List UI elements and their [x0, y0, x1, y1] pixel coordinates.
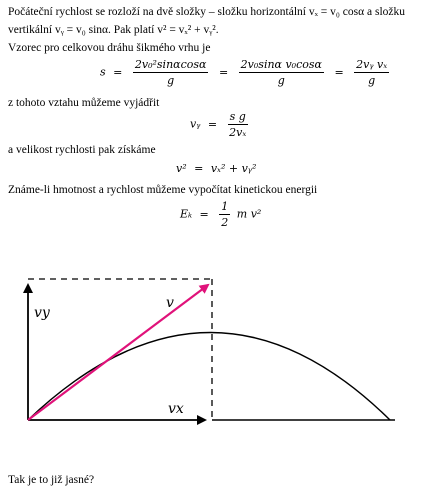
express-text: z tohoto vztahu můžeme vyjádřit: [8, 97, 160, 109]
intro-line-2: vertikální vᵧ = v₀ sinα. Pak platí v² = vₓ² + vᵧ².: [8, 24, 219, 36]
energy-fraction-den: 2: [221, 216, 229, 229]
range-term-3: [354, 58, 389, 87]
range-term-3-num: 2vᵧ vₓ: [356, 58, 388, 71]
velocity-label: v: [166, 295, 174, 311]
vy-formula: vᵧ = $\frac{\text{s g}}{\text{2vₓ}}$: [190, 110, 247, 139]
trajectory-curve: [28, 333, 390, 421]
range-term-1-den: g: [167, 74, 175, 87]
range-term-2-den: g: [277, 74, 285, 87]
intro-line-1: Počáteční rychlost se rozloží na dvě složky – složku horizontální vₓ = v₀ cosα a složku: [8, 6, 406, 18]
range-formula-lhs: s: [100, 65, 106, 79]
speed-formula-rhs: vₓ² + vᵧ²: [210, 162, 257, 175]
vy-fraction-num: s g: [229, 110, 246, 123]
range-term-2: [239, 58, 324, 87]
vy-label: vy: [34, 305, 50, 321]
energy-formula-rhs: m v²: [236, 207, 262, 221]
energy-formula-lhs: Eₖ: [180, 207, 193, 221]
closing-question: Tak je to již jasné?: [8, 474, 95, 486]
energy-formula: Eₖ = $\frac{1}{2}$ m v²: [180, 200, 262, 229]
speed-formula-lhs: v²: [176, 162, 187, 175]
projectile-diagram: [0, 255, 440, 485]
range-intro-text: Vzorec pro celkovou dráhu šikmého vrhu je: [8, 42, 211, 54]
vy-formula-lhs: vᵧ: [190, 117, 201, 131]
vx-label: vx: [168, 401, 184, 417]
range-formula: s = $\frac{\text{2v₀²sinαcosα}}{g}$ = $\frac{\text{2v₀sinα v₀cosα}}{g}$ = $\frac{\text{2vᵧ vₓ}}{g}$: [100, 58, 388, 87]
range-term-2-num: 2v₀sinα v₀cosα: [240, 58, 322, 71]
energy-fraction: [219, 200, 230, 229]
speed-text: a velikost rychlosti pak získáme: [8, 144, 156, 156]
range-term-1-num: 2v₀²sinαcosα: [134, 58, 207, 71]
range-term-3-den: g: [368, 74, 376, 87]
range-term-1: [133, 58, 209, 87]
energy-text: Známe-li hmotnost a rychlost můžeme vypočítat kinetickou energii: [8, 184, 318, 196]
vy-fraction-den: 2vₓ: [229, 126, 247, 139]
velocity-vector-arrow: [28, 285, 208, 420]
speed-formula: v² = vₓ² + vᵧ²: [176, 162, 257, 175]
energy-fraction-num: 1: [221, 200, 229, 213]
vy-fraction: [228, 110, 248, 139]
